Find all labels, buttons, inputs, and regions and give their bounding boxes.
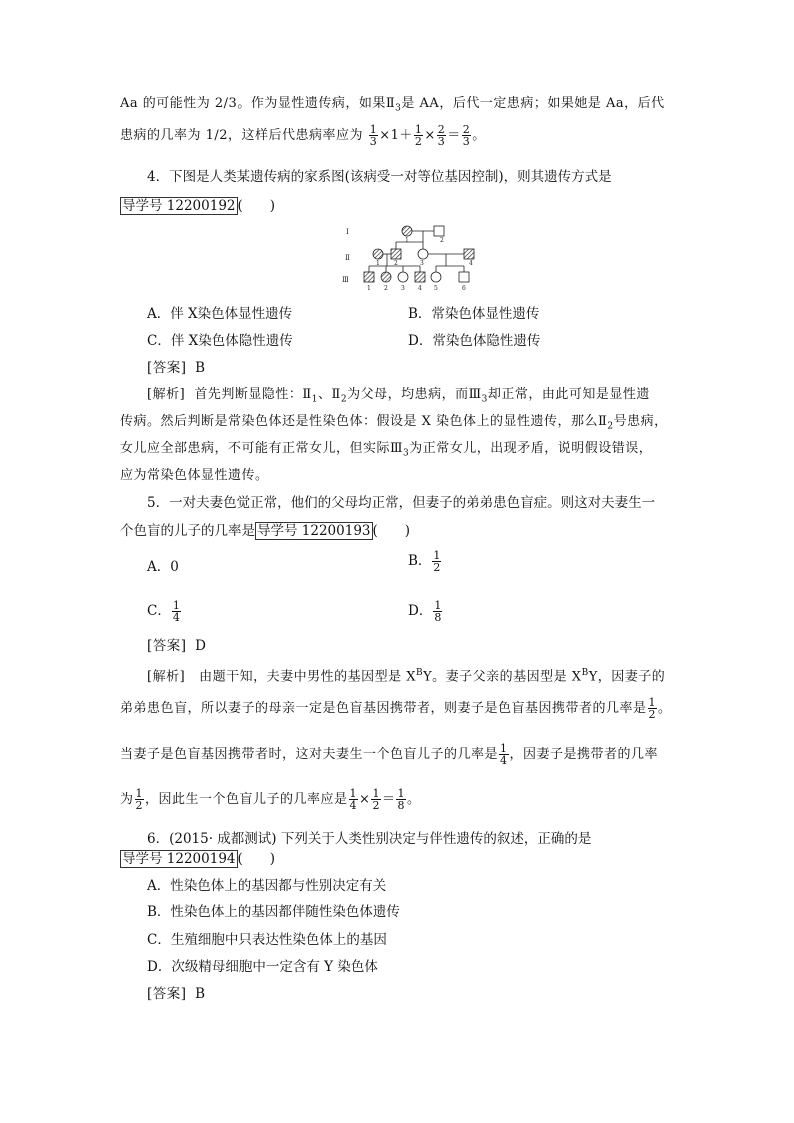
fraction [349,788,359,811]
gen2-female-affected [373,249,383,259]
numerator: 1 [172,599,180,612]
q6-option-d[interactable]: D．次级精母细胞中一定含有 Y 染色体 [147,959,378,975]
q5-analysis-line-4 [120,788,420,811]
text: × [359,792,371,807]
q6-option-b[interactable]: B．性染色体上的基因都伴随性染色体遗传 [147,904,400,920]
subscript: 2 [340,394,348,405]
num-label: 2 [394,260,398,267]
denominator: 4 [349,799,358,812]
q6-stem: 6．(2015· 成都测试) 下列关于人类性别决定与伴性遗传的叙述，正确的是 [147,831,592,847]
q4-analysis-line-4: 应为常染色体显性遗传。 [120,468,269,483]
denominator: 4 [172,611,180,624]
q4-analysis-line-3 [120,439,652,464]
question-code-link[interactable]: 导学号 12200193 [257,523,371,539]
gen3-male-affected [364,272,374,282]
num-label: 3 [401,285,405,292]
denominator: 8 [434,611,442,624]
numerator: 1 [372,787,380,800]
q5-answer [147,636,206,656]
text: 为正常女儿，出现矛盾，说明假设错误， [409,441,653,456]
text: 却正常，由此可知是显性遗 [487,387,650,402]
num-label: 1 [405,237,409,244]
fraction [172,600,181,623]
gen1-female-affected [402,226,412,236]
q6-option-c[interactable]: C．生殖细胞中只表达性染色体上的基因 [147,932,387,948]
superscript: B [415,668,424,678]
analysis-tag: [解析] [147,669,186,685]
text: ×1＋ [379,128,413,143]
q5-stem-line-1: 5．一对夫妻色觉正常，他们的父母均正常，但妻子的弟弟患色盲症。则这对夫妻生一 [147,495,656,511]
numerator: 1 [648,696,657,709]
text: 。 [472,128,486,143]
q4-analysis-line-1 [147,385,650,410]
answer-value: B [195,360,206,376]
q5-stem-line-2 [120,521,410,541]
answer-paren: ( ) [372,523,411,539]
text: 女儿应全部患病，不可能有正常女儿，但实际Ⅲ [120,441,404,456]
text: ，因此生一个色盲儿子的几率应是 [145,792,348,807]
answer-tag: [答案] [147,638,187,654]
superscript: B [581,668,589,678]
gen3-male-normal [459,272,469,282]
q5-analysis-line-1 [147,663,665,687]
text: 为 [120,792,134,807]
text: 由题干知，夫妻中男性的基因型是 X [199,669,416,685]
numerator: 1 [433,549,441,562]
text: 弟弟患色盲，所以妻子的母亲一定是色盲基因携带者，则妻子是色盲基因携带者的几率是 [120,701,647,716]
answer-value: B [195,986,206,1002]
num-label: 4 [418,285,422,292]
generation-label-3: Ⅲ [342,276,349,284]
denominator: 3 [369,135,378,148]
gen2-male-affected [391,249,401,259]
gen3-female-normal [398,272,408,282]
numerator: 1 [434,599,442,612]
q4-stem: 4．下图是人类某遗传病的家系图(该病受一对等位基因控制)，则其遗传方式是 [147,169,612,185]
text: 是 AA，后代一定患病；如果她是 Aa，后代 [401,96,665,111]
q5-option-b[interactable] [408,550,442,573]
gen1-male-normal [434,226,444,236]
prev-analysis-line-2 [120,124,486,147]
q6-code-line [120,849,275,869]
q5-option-c[interactable] [147,600,182,623]
text: ，因妻子是携带者的几率 [509,747,659,762]
text: 为父母，均患病，而Ⅲ [347,387,482,402]
denominator: 4 [500,754,508,767]
text: ＝ [447,128,461,143]
subscript: 3 [481,394,488,405]
fraction [462,124,472,147]
fraction [369,124,379,147]
denominator: 2 [414,135,423,148]
fraction [371,788,381,811]
answer-value: D [195,638,206,654]
num-label: 4 [469,260,473,267]
generation-label-1: Ⅰ [346,228,349,236]
num-label: 3 [420,260,424,267]
option-label: C． [147,603,171,619]
num-label: 2 [440,237,444,244]
gen2-female-normal [418,249,428,259]
fraction [648,697,658,720]
q6-option-a[interactable]: A．性染色体上的基因都与性别决定有关 [147,878,387,894]
gen3-male-affected [415,272,425,282]
text: 、Ⅱ [318,387,341,402]
subscript: 3 [403,448,410,459]
q4-answer [147,358,205,378]
question-code-link[interactable]: 导学号 12200192 [122,198,236,214]
q4-option-d[interactable]: D．常染色体隐性遗传 [408,333,541,349]
text: 当妻子是色盲基因携带者时，这对夫妻生一个色盲儿子的几率是 [120,747,499,762]
gen2-male-affected [464,249,474,259]
denominator: 2 [372,799,380,812]
option-label: D． [408,603,433,619]
numerator: 2 [437,123,446,136]
numerator: 1 [500,742,508,755]
fraction [437,124,447,147]
text: 传病。然后判断是常染色体还是性染色体：假设是 X 染色体上的显性遗传，那么Ⅱ [120,414,608,429]
answer-paren: ( ) [237,198,276,214]
q5-option-a[interactable]: A．0 [147,559,179,575]
q4-option-b[interactable]: B．常染色体显性遗传 [408,306,540,322]
num-label: 2 [384,285,388,292]
text: × [424,128,436,143]
text: 。 [658,701,672,716]
fraction [135,788,145,811]
denominator: 8 [397,799,405,812]
denominator: 2 [433,561,441,574]
generation-label-2: Ⅱ [345,254,350,262]
subscript: 2 [607,421,614,432]
q5-analysis-line-2 [120,697,672,720]
num-label: 6 [462,285,466,292]
answer-paren: ( ) [237,851,276,867]
q4-option-c[interactable]: C．伴 X染色体隐性遗传 [147,333,293,349]
numerator: 1 [414,123,423,136]
text: 首先判断显隐性：Ⅱ [194,387,312,402]
option-label: B． [408,553,432,569]
denominator: 2 [135,799,144,812]
text: 号患病， [613,414,668,429]
q5-analysis-line-3 [120,743,658,766]
denominator: 3 [437,135,446,148]
text: 。 [406,792,421,807]
answer-tag: [答案] [147,986,187,1002]
num-label: 1 [376,260,380,267]
fraction [414,124,424,147]
numerator: 1 [135,787,144,800]
denominator: 3 [462,135,471,148]
gen3-female-normal [431,272,441,282]
numerator: 2 [462,123,471,136]
question-code-link[interactable]: 导学号 12200194 [122,851,236,867]
num-label: 5 [434,285,438,292]
numerator: 1 [369,123,378,136]
subscript: 1 [311,394,318,405]
text: 患病的几率为 1/2，这样后代患病率应为 [120,128,364,143]
q4-option-a[interactable]: A．伴 X染色体显性遗传 [147,306,293,322]
prev-analysis-line-1 [120,94,665,119]
q5-option-d[interactable] [408,600,443,623]
text: Aa 的可能性为 2/3。作为显性遗传病，如果Ⅱ [120,96,396,111]
denominator: 2 [648,708,657,721]
gen3-female-affected [381,272,391,282]
numerator: 1 [349,787,358,800]
analysis-tag: [解析] [147,387,186,402]
answer-tag: [答案] [147,360,187,376]
pedigree-diagram [336,220,486,298]
num-label: 1 [367,285,371,292]
fraction [396,788,406,811]
q4-code-line [120,196,275,216]
fraction [433,600,442,623]
q4-analysis-line-2 [120,412,668,437]
q6-answer [147,984,205,1004]
numerator: 1 [397,787,405,800]
text: ＝ [381,792,396,807]
text: 个色盲的儿子的几率是 [120,523,255,539]
subscript: 3 [395,103,402,114]
fraction [499,743,509,766]
text: Y，因妻子的 [588,669,666,685]
fraction [432,550,441,573]
text: Y。妻子父亲的基因型是 X [423,669,582,685]
